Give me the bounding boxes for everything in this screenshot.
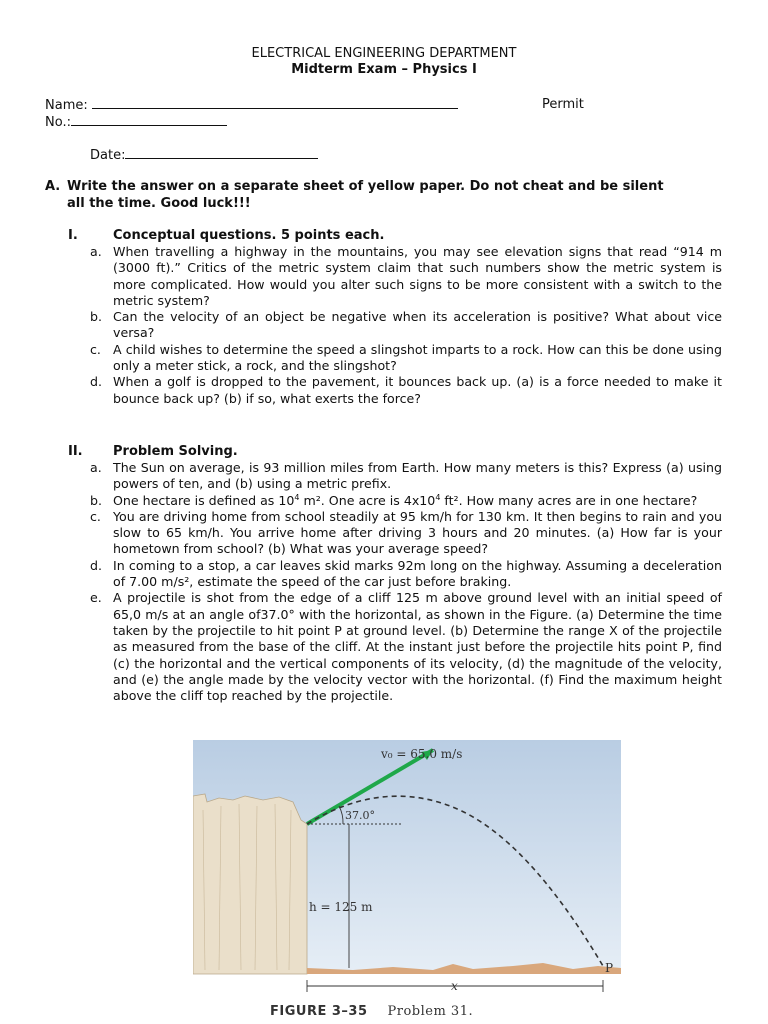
- section-2-list: [90, 460, 722, 704]
- point-p-label: P: [605, 961, 614, 975]
- figure-problem: Problem 31.: [387, 1004, 474, 1019]
- section-1-title: Conceptual questions. 5 points each.: [113, 228, 385, 243]
- figure-caption: [270, 1004, 473, 1019]
- section-2-numeral: II.: [68, 444, 83, 459]
- list-item: a. When travelling a highway in the mountains, you may see elevation signs that read “914 m (3000 ft).” Critics of the metric system claim that such numbers show the metric system is more complicated. How would you alter such signs to be more consistent with a switch to the metric system?: [90, 244, 722, 308]
- section-2-title: Problem Solving.: [113, 444, 238, 459]
- department-title: ELECTRICAL ENGINEERING DEPARTMENT: [251, 46, 517, 61]
- list-item: c. A child wishes to determine the speed a slingshot imparts to a rock. How can this be done using only a meter stick, a rock, and the slingshot?: [90, 341, 722, 374]
- exam-title: Midterm Exam – Physics I: [291, 62, 477, 77]
- instructions-line-2: all the time. Good luck!!!: [67, 196, 251, 211]
- range-label: x: [451, 979, 458, 993]
- height-label: h = 125 m: [309, 900, 373, 914]
- date-line: [90, 146, 318, 164]
- instructions-line-1: Write the answer on a separate sheet of yellow paper. Do not cheat and be silent: [67, 179, 664, 194]
- name-line: [45, 96, 458, 114]
- date-label: Date:: [90, 148, 126, 163]
- permit-no-label: No.:: [45, 115, 71, 130]
- name-field[interactable]: [92, 96, 458, 109]
- list-item: c. You are driving home from school steadily at 95 km/h for 130 km. It then begins to rain and you slow to 65 km/h. You arrive home after driving 3 hours and 20 minutes. (a) How far is your hometown from school? (b) What was your average speed?: [90, 508, 722, 557]
- name-label: Name:: [45, 98, 88, 113]
- velocity-label: v₀ = 65.0 m/s: [381, 747, 463, 761]
- list-item: b. One hectare is defined as $10^4$ m². One acre is $4x10^4$ ft². How many acres are in one hectare?: [90, 492, 698, 508]
- section-1-list: [90, 244, 722, 407]
- instructions-letter: A.: [45, 179, 61, 194]
- list-item: a. The Sun on average, is 93 million miles from Earth. How many meters is this? Express (a) using powers of ten, and (b) using a metric prefix.: [90, 460, 722, 492]
- permit-no-field[interactable]: [71, 113, 227, 126]
- projectile-figure: [193, 740, 621, 998]
- list-item: e. A projectile is shot from the edge of a cliff 125 m above ground level with an initial speed of 65,0 m/s at an angle of37.0° with the horizontal, as shown in the Figure. (a) Determine the time taken by the projectile to hit point P at ground level. (b) Determine the range X of the projectile as measured from the base of the cliff. At the instant just before the projectile hits point P, find (c) the horizontal and the vertical components of its velocity, (d) the magnitude of the velocity, and (e) the angle made by the velocity vector with the horizontal. (f) Find the maximum height above the cliff top reached by the projectile.: [90, 590, 722, 704]
- instructions: [45, 178, 725, 212]
- date-field[interactable]: [125, 146, 318, 159]
- angle-label: 37.0°: [345, 809, 375, 822]
- list-item: d. In coming to a stop, a car leaves skid marks 92m long on the highway. Assuming a deceleration of 7.00 m/s², estimate the speed of the car just before braking.: [90, 557, 722, 590]
- permit-no-line: [45, 113, 227, 131]
- figure-number: FIGURE 3–35: [270, 1004, 368, 1019]
- permit-label: Permit: [542, 97, 584, 112]
- section-1-numeral: I.: [68, 228, 78, 243]
- list-item: b. Can the velocity of an object be negative when its acceleration is positive? What about vice versa?: [90, 309, 722, 341]
- list-item: d. When a golf is dropped to the pavement, it bounces back up. (a) is a force needed to make it bounce back up? (b) if so, what exerts the force?: [90, 374, 722, 406]
